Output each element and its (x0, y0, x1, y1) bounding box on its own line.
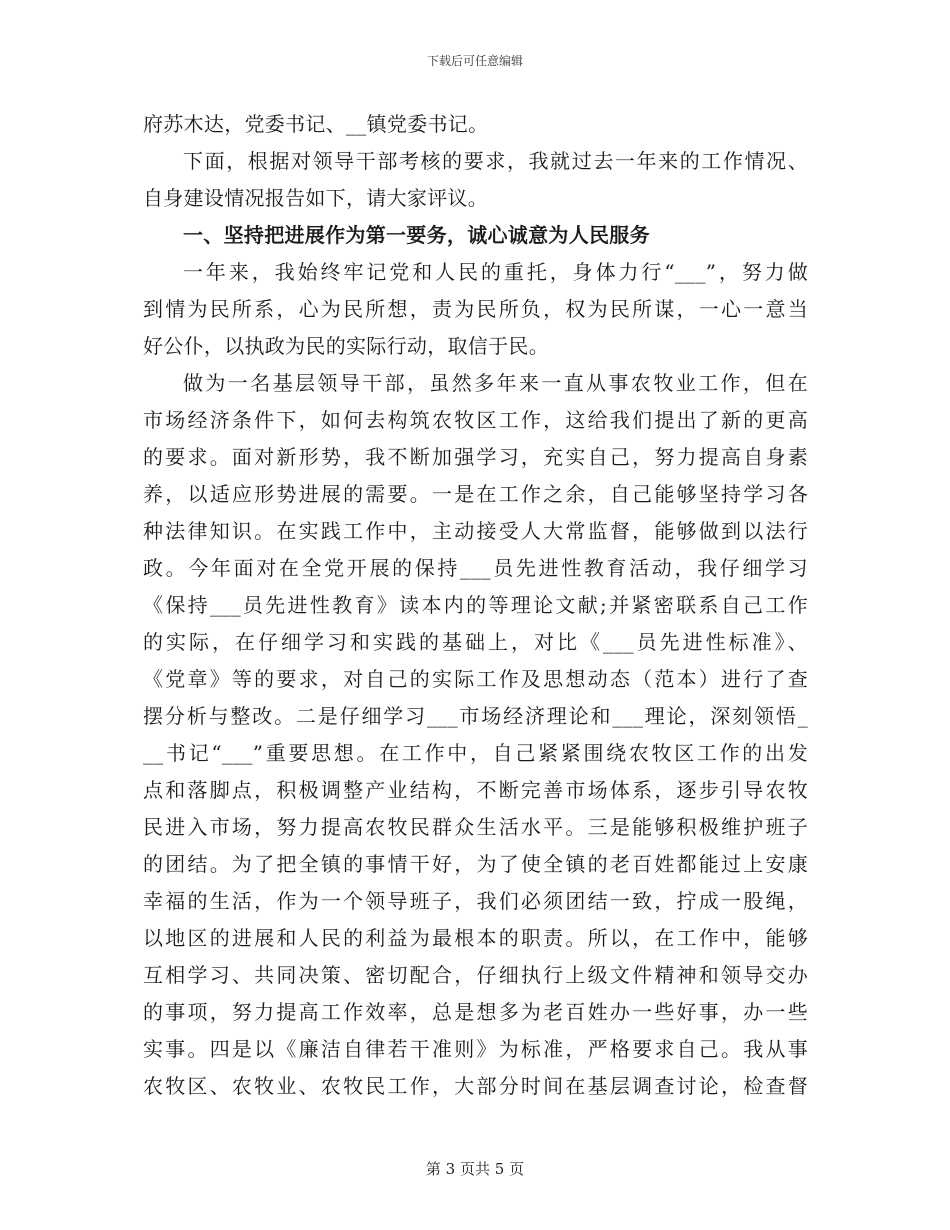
body-line: __书记“___”重要思想。在工作中，自己紧紧围绕农牧区工作的出发 (143, 741, 808, 765)
body-line: 实事。四是以《廉洁自律若干准则》为标准，严格要求自己。我从事 (143, 1037, 808, 1061)
document-body (143, 106, 808, 1105)
body-line: 的团结。为了把全镇的事情干好，为了使全镇的老百姓都能过上安康 (143, 852, 808, 876)
body-line: 做为一名基层领导干部，虽然多年来一直从事农牧业工作，但在 (183, 371, 808, 395)
body-line: 下面，根据对领导干部考核的要求，我就过去一年来的工作情况、 (183, 149, 808, 173)
body-line: 点和落脚点，积极调整产业结构，不断完善市场体系，逐步引导农牧 (143, 778, 808, 802)
body-line: 一年来，我始终牢记党和人民的重托，身体力行“___”，努力做 (183, 260, 808, 284)
page-number: 第 3 页共 5 页 (425, 1160, 525, 1178)
section-heading: 一、坚持把进展作为第一要务，诚心诚意为人民服务 (183, 223, 650, 247)
body-line: 到情为民所系，心为民所想，责为民所负，权为民所谋，一心一意当 (143, 297, 808, 321)
body-line: 摆分析与整改。二是仔细学习___市场经济理论和___理论，深刻领悟_ (143, 704, 808, 728)
body-line: 幸福的生活，作为一个领导班子，我们必须团结一致，拧成一股绳， (143, 889, 808, 913)
body-line: 养，以适应形势进展的需要。一是在工作之余，自己能够坚持学习各 (143, 482, 808, 506)
body-line: 以地区的进展和人民的利益为最根本的职责。所以，在工作中，能够 (143, 926, 808, 950)
body-line: 政。今年面对在全党开展的保持___员先进性教育活动，我仔细学习 (143, 556, 808, 580)
body-line: 好公仆，以执政为民的实际行动，取信于民。 (143, 334, 549, 358)
body-line: 的实际，在仔细学习和实践的基础上，对比《___员先进性标准》、 (143, 630, 808, 654)
body-line: 农牧区、农牧业、农牧民工作，大部分时间在基层调查讨论，检查督 (143, 1074, 808, 1098)
body-line: 的事项，努力提高工作效率，总是想多为老百姓办一些好事，办一些 (143, 1000, 808, 1024)
page-header: 下载后可任意编辑 (426, 54, 523, 68)
body-line: 种法律知识。在实践工作中，主动接受人大常监督，能够做到以法行 (143, 519, 808, 543)
body-line: 民进入市场，努力提高农牧民群众生活水平。三是能够积极维护班子 (143, 815, 808, 839)
body-line: 的要求。面对新形势，我不断加强学习，充实自己，努力提高自身素 (143, 445, 808, 469)
body-line: 《保持___员先进性教育》读本内的等理论文献;并紧密联系自己工作 (143, 593, 808, 617)
body-line: 互相学习、共同决策、密切配合，仔细执行上级文件精神和领导交办 (143, 963, 808, 987)
body-line: 市场经济条件下，如何去构筑农牧区工作，这给我们提出了新的更高 (143, 408, 808, 432)
body-line: 府苏木达，党委书记、__镇党委书记。 (143, 112, 489, 136)
body-line: 《党章》等的要求，对自己的实际工作及思想动态（范本）进行了查 (143, 667, 808, 691)
body-line: 自身建设情况报告如下，请大家评议。 (143, 186, 489, 210)
